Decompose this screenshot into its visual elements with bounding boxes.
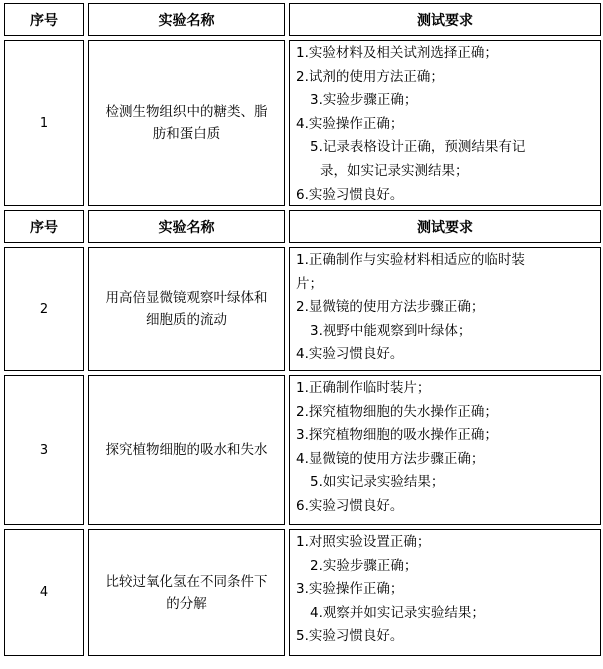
- req-line: 2.试剂的使用方法正确；: [296, 68, 444, 85]
- row-1-requirements: [289, 40, 601, 206]
- req-line: 5.实验习惯良好。: [296, 628, 404, 645]
- row-4-num: 4: [4, 529, 84, 656]
- req-line: 5.如实记录实验结果；: [310, 474, 445, 491]
- req-line: 6.实验习惯良好。: [296, 497, 404, 514]
- req-line: 1.正确制作临时装片；: [296, 380, 431, 396]
- row-2-name: 用高倍显微镜观察叶绿体和细胞质的流动: [88, 247, 285, 371]
- row-1-num: 1: [4, 40, 84, 206]
- req-line: 3.视野中能观察到叶绿体；: [310, 322, 472, 339]
- req-line: 3.实验步骤正确；: [310, 92, 418, 109]
- req-line: 4.观察并如实记录实验结果；: [310, 604, 485, 621]
- experiment-table: [4, 3, 601, 656]
- req-line: 1.正确制作与实验材料相适应的临时装: [296, 252, 525, 268]
- req-line: 6.实验习惯良好。: [296, 186, 404, 203]
- header-req: 测试要求: [289, 3, 601, 36]
- header-name: 实验名称: [88, 3, 285, 36]
- req-line: 1.对照实验设置正确；: [296, 534, 431, 550]
- req-line: 2.显微镜的使用方法步骤正确；: [296, 299, 485, 316]
- row-1-name: 检测生物组织中的糖类、脂肪和蛋白质: [88, 40, 285, 206]
- row-2-num: 2: [4, 247, 84, 371]
- req-line: 片；: [296, 275, 323, 292]
- row-4-name: 比较过氧化氢在不同条件下的分解: [88, 529, 285, 656]
- req-line: 1.实验材料及相关试剂选择正确；: [296, 45, 498, 61]
- req-line: 5.记录表格设计正确，预测结果有记: [310, 139, 526, 156]
- row-3-num: 3: [4, 375, 84, 525]
- row-2-requirements: [289, 247, 601, 371]
- row-4-requirements: [289, 529, 601, 656]
- req-line: 4.显微镜的使用方法步骤正确；: [296, 450, 485, 467]
- req-line: 3.探究植物细胞的吸水操作正确；: [296, 427, 498, 444]
- header-name: 实验名称: [88, 210, 285, 243]
- row-3-name: 探究植物细胞的吸水和失水: [88, 375, 285, 525]
- row-3-requirements: [289, 375, 601, 525]
- header-seq: 序号: [4, 3, 84, 36]
- header-req: 测试要求: [289, 210, 601, 243]
- req-line: 2.探究植物细胞的失水操作正确；: [296, 403, 498, 420]
- header-seq: 序号: [4, 210, 84, 243]
- req-line: 4.实验习惯良好。: [296, 346, 404, 363]
- req-line: 4.实验操作正确；: [296, 115, 404, 132]
- req-line: 录，如实记录实测结果；: [320, 162, 469, 179]
- req-line: 3.实验操作正确；: [296, 581, 404, 598]
- req-line: 2.实验步骤正确；: [310, 557, 418, 574]
